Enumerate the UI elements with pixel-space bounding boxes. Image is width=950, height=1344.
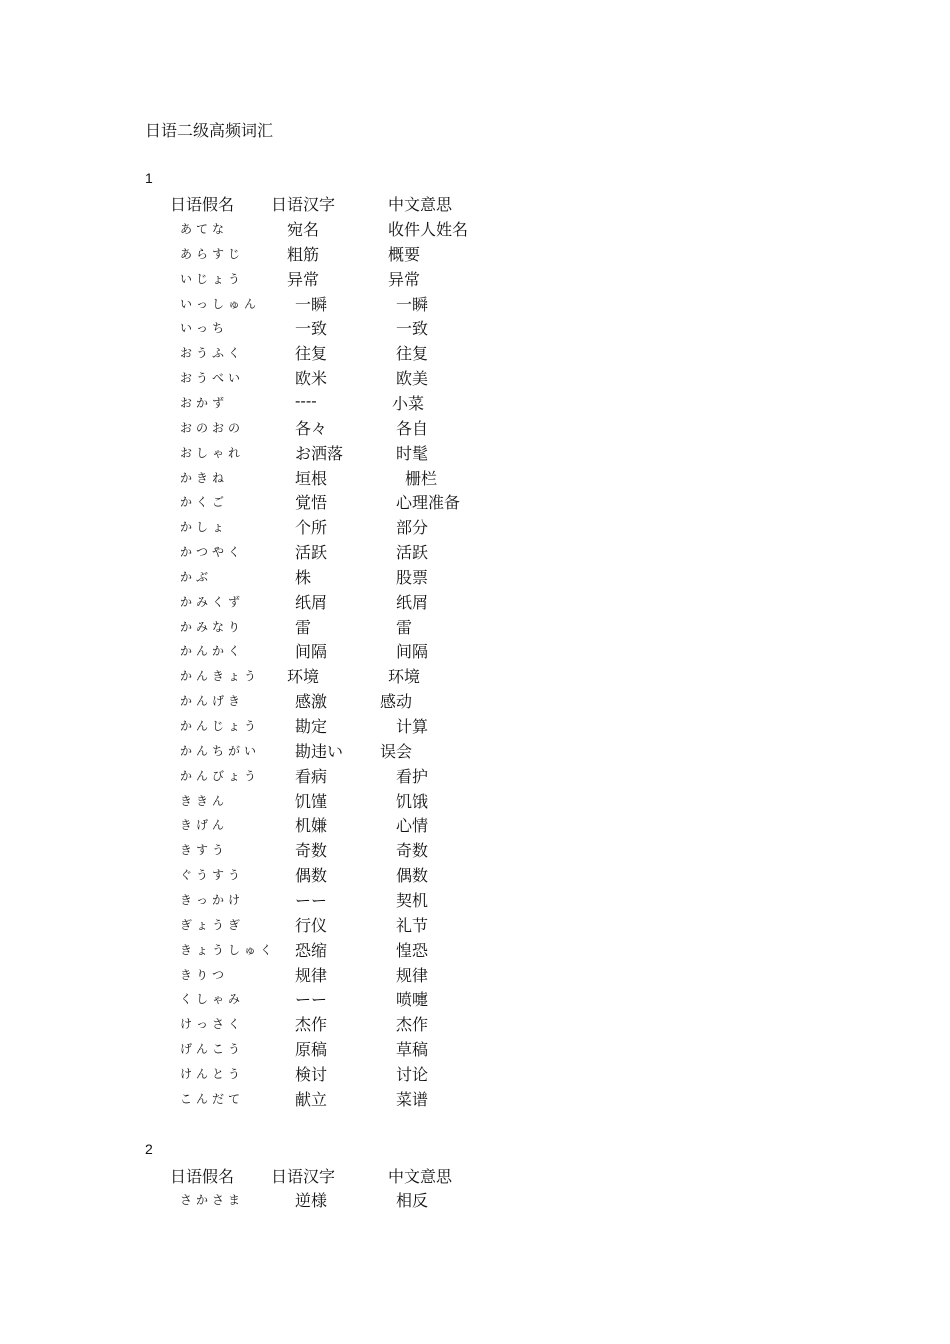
chinese-meaning: 误会 <box>380 741 413 761</box>
vocab-row <box>0 913 950 937</box>
kana-reading: けんとう <box>180 1066 245 1081</box>
kana-reading: けっさく <box>180 1017 245 1032</box>
kanji-term: 感激 <box>295 692 328 712</box>
chinese-meaning: 雷 <box>396 617 413 637</box>
kanji-term: 献立 <box>295 1089 328 1109</box>
vocab-row <box>0 689 950 713</box>
vocab-row <box>0 615 950 639</box>
kanji-term: ーー <box>295 990 328 1010</box>
kanji-term: 间隔 <box>295 642 328 662</box>
kanji-term: 杰作 <box>295 1015 328 1035</box>
chinese-meaning: 部分 <box>396 518 429 538</box>
chinese-meaning: 间隔 <box>396 642 429 662</box>
kanji-term: 活跃 <box>295 543 328 563</box>
chinese-meaning: 饥饿 <box>396 791 429 811</box>
kanji-term: 勘违い <box>295 741 344 761</box>
chinese-meaning: 计算 <box>396 717 429 736</box>
chinese-meaning: 杰作 <box>396 1015 429 1035</box>
kanji-term: 恐缩 <box>295 940 328 960</box>
kana-reading: おうべい <box>180 371 245 386</box>
kanji-term: 一瞬 <box>295 294 328 314</box>
kana-reading: おかず <box>180 395 229 410</box>
kana-reading: かみくず <box>180 594 245 609</box>
kana-reading: かんびょう <box>180 768 261 783</box>
chinese-meaning: 股票 <box>396 567 429 587</box>
kanji-term: 看病 <box>295 766 328 786</box>
kana-reading: くしゃみ <box>180 992 245 1007</box>
chinese-meaning: 心情 <box>396 816 429 836</box>
kana-reading: きょうしゅく <box>180 942 277 957</box>
kana-reading: こんだて <box>180 1091 245 1106</box>
kana-reading: かみなり <box>180 619 245 634</box>
kanji-term: 奇数 <box>295 841 328 861</box>
kana-reading: かしょ <box>180 520 229 535</box>
chinese-meaning: 活跃 <box>396 543 429 563</box>
vocab-row <box>0 590 950 614</box>
vocab-row <box>0 267 950 291</box>
vocab-row <box>0 739 950 763</box>
kanji-term: 行仪 <box>295 915 328 935</box>
chinese-meaning: 纸屑 <box>396 592 429 612</box>
vocab-row <box>0 292 950 316</box>
kanji-term: 雷 <box>295 617 312 637</box>
vocab-row <box>0 1087 950 1111</box>
vocab-row <box>0 789 950 813</box>
section-number: 2 <box>145 1141 153 1157</box>
chinese-meaning: 奇数 <box>396 841 429 861</box>
header-kana: 日语假名 <box>170 195 235 214</box>
vocab-row <box>0 888 950 912</box>
vocab-row <box>0 242 950 266</box>
kana-reading: かつやく <box>180 545 245 560</box>
kana-reading: げんこう <box>180 1042 245 1057</box>
vocab-row <box>0 1012 950 1036</box>
chinese-meaning: 收件人姓名 <box>388 220 469 239</box>
kanji-term: 环境 <box>287 667 320 687</box>
kanji-term: 原稿 <box>295 1040 328 1060</box>
vocab-row <box>0 366 950 390</box>
kana-reading: かんげき <box>180 694 245 709</box>
vocab-row <box>0 1062 950 1086</box>
chinese-meaning: 小菜 <box>392 393 425 413</box>
kana-reading: きすう <box>180 843 229 858</box>
kanji-term: 一致 <box>295 319 328 339</box>
kana-reading: きっかけ <box>180 892 245 907</box>
kana-reading: いっしゅん <box>180 296 261 311</box>
page-title: 日语二级高频词汇 <box>145 121 274 140</box>
kana-reading: かんちがい <box>180 743 261 758</box>
kanji-term: 欧米 <box>295 369 328 389</box>
vocab-row <box>0 1188 950 1212</box>
kanji-term: 垣根 <box>295 468 328 488</box>
vocab-row <box>0 1037 950 1061</box>
header-chinese: 中文意思 <box>388 195 453 214</box>
kanji-term: 饥馑 <box>295 791 328 811</box>
kana-reading: かんかく <box>180 644 245 659</box>
chinese-meaning: 时髦 <box>396 443 429 463</box>
kanji-term: 株 <box>295 567 312 587</box>
chinese-meaning: 菜谱 <box>396 1089 429 1109</box>
kana-reading: いじょう <box>180 271 245 286</box>
kanji-term: ---- <box>295 390 317 410</box>
chinese-meaning: 规律 <box>396 965 429 985</box>
chinese-meaning: 概要 <box>388 244 421 264</box>
vocab-row <box>0 441 950 465</box>
kanji-term: 各々 <box>295 418 328 438</box>
kanji-term: 个所 <box>295 518 328 538</box>
chinese-meaning: 往复 <box>396 344 429 364</box>
vocab-row <box>0 490 950 514</box>
kanji-term: 异常 <box>287 269 320 289</box>
kana-reading: ぎょうぎ <box>180 917 245 932</box>
chinese-meaning: 草稿 <box>396 1040 429 1060</box>
vocab-row <box>0 466 950 490</box>
vocab-row <box>0 391 950 415</box>
kana-reading: きりつ <box>180 967 229 982</box>
kana-reading: おのおの <box>180 420 245 435</box>
vocab-row <box>0 217 950 241</box>
chinese-meaning: 惶恐 <box>396 940 429 960</box>
chinese-meaning: 环境 <box>388 667 421 687</box>
chinese-meaning: 感动 <box>380 692 413 712</box>
chinese-meaning: 讨论 <box>396 1064 429 1084</box>
kana-reading: かくご <box>180 495 229 510</box>
vocab-row <box>0 316 950 340</box>
kana-reading: おしゃれ <box>180 445 245 460</box>
kana-reading: きげん <box>180 818 229 833</box>
kanji-term: 往复 <box>295 344 328 364</box>
header-kanji: 日语汉字 <box>271 195 336 214</box>
chinese-meaning: 契机 <box>396 890 429 910</box>
vocab-row <box>0 863 950 887</box>
kana-reading: ききん <box>180 793 229 808</box>
vocab-row <box>0 664 950 688</box>
kanji-term: 纸屑 <box>295 592 328 612</box>
vocab-row <box>0 565 950 589</box>
vocab-row <box>0 838 950 862</box>
chinese-meaning: 各自 <box>396 418 429 438</box>
chinese-meaning: 相反 <box>396 1191 429 1210</box>
kana-reading: おうふく <box>180 346 245 361</box>
vocab-row <box>0 416 950 440</box>
vocab-row <box>0 963 950 987</box>
kanji-term: お洒落 <box>295 443 344 463</box>
vocab-row <box>0 714 950 738</box>
kanji-term: 検讨 <box>295 1064 328 1084</box>
chinese-meaning: 偶数 <box>396 866 429 886</box>
chinese-meaning: 礼节 <box>396 915 429 935</box>
kanji-term: 机嫌 <box>295 816 328 836</box>
vocab-row <box>0 341 950 365</box>
vocab-row <box>0 639 950 663</box>
header-kana: 日语假名 <box>170 1167 235 1186</box>
chinese-meaning: 看护 <box>396 766 429 786</box>
kana-reading: かぶ <box>180 569 213 584</box>
kana-reading: ぐうすう <box>180 868 245 883</box>
kanji-term: 宛名 <box>287 220 320 239</box>
section-number: 1 <box>145 170 153 186</box>
kana-reading: さかさま <box>180 1193 245 1207</box>
vocab-row <box>0 540 950 564</box>
kana-reading: かんきょう <box>180 669 261 684</box>
vocab-row <box>0 987 950 1011</box>
vocab-row <box>0 515 950 539</box>
vocab-row <box>0 813 950 837</box>
vocab-row <box>0 938 950 962</box>
header-kanji: 日语汉字 <box>271 1167 336 1186</box>
chinese-meaning: 一瞬 <box>396 294 429 314</box>
kanji-term: 粗筋 <box>287 244 320 264</box>
kana-reading: かんじょう <box>180 719 261 733</box>
chinese-meaning: 一致 <box>396 319 429 339</box>
kanji-term: ーー <box>295 890 328 910</box>
chinese-meaning: 欧美 <box>396 369 429 389</box>
kana-reading: いっち <box>180 321 229 336</box>
kanji-term: 覚悟 <box>295 493 328 513</box>
kanji-term: 逆様 <box>295 1191 328 1210</box>
header-chinese: 中文意思 <box>388 1167 453 1186</box>
kanji-term: 勘定 <box>295 717 328 736</box>
kana-reading: あてな <box>180 222 229 236</box>
vocab-row <box>0 764 950 788</box>
chinese-meaning: 异常 <box>388 269 421 289</box>
chinese-meaning: 喷嚏 <box>396 990 429 1010</box>
chinese-meaning: 心理准备 <box>396 493 461 513</box>
kanji-term: 规律 <box>295 965 328 985</box>
kana-reading: かきね <box>180 470 229 485</box>
chinese-meaning: 栅栏 <box>405 468 438 488</box>
kana-reading: あらすじ <box>180 246 245 261</box>
kanji-term: 偶数 <box>295 866 328 886</box>
